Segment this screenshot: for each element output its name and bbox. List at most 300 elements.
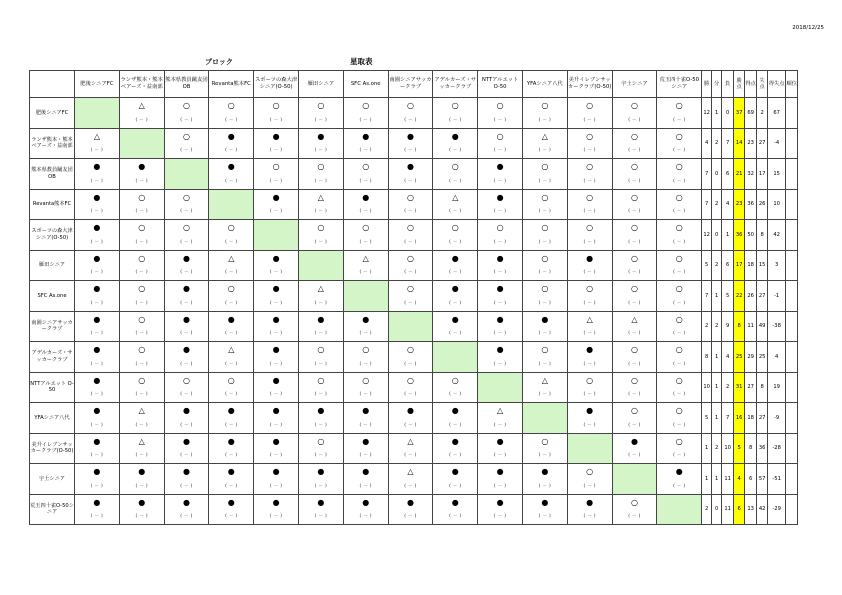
- result-symbol: ●: [586, 345, 594, 354]
- score-line: ( － ): [135, 331, 148, 336]
- page-title: 星取表: [350, 57, 373, 66]
- result-symbol: △: [362, 253, 369, 263]
- match-result-cell: [522, 494, 567, 525]
- stat-cell: 1: [722, 220, 734, 251]
- result-symbol: ○: [227, 284, 235, 293]
- score-line: ( － ): [628, 209, 641, 214]
- table-row: [30, 159, 798, 190]
- match-result-cell: [522, 311, 567, 342]
- stat-cell: 2: [712, 250, 722, 281]
- self-match-cell: [119, 128, 164, 159]
- match-result-cell: [164, 128, 209, 159]
- score-line: ( － ): [449, 270, 462, 275]
- score-line: ( － ): [673, 148, 686, 153]
- score-line: ( － ): [359, 361, 372, 367]
- match-result-cell: [209, 311, 254, 342]
- column-header: アデルカーズ・サッカークラブ: [433, 71, 478, 98]
- stat-cell: 12: [702, 98, 712, 129]
- score-line: ( － ): [180, 331, 193, 336]
- column-header: 熊本県教員蹴友団OB: [164, 71, 209, 98]
- score-line: ( － ): [628, 178, 641, 184]
- match-result-cell: [254, 98, 299, 129]
- match-result-cell: [433, 464, 478, 495]
- score-line: ( － ): [628, 514, 641, 519]
- team-name: 南園シニアサッカークラブ: [30, 311, 75, 342]
- score-line: ( － ): [135, 422, 148, 428]
- match-result-cell: [478, 98, 523, 129]
- score-line: ( － ): [269, 270, 283, 275]
- score-line: ( － ): [90, 453, 104, 458]
- result-symbol: ●: [272, 345, 280, 354]
- match-result-cell: [612, 311, 657, 342]
- result-symbol: ○: [317, 436, 325, 446]
- result-symbol: ●: [630, 436, 638, 446]
- match-result-cell: [657, 128, 702, 159]
- match-result-cell: [567, 128, 612, 159]
- score-line: ( － ): [538, 483, 552, 489]
- match-result-cell: [164, 464, 209, 495]
- result-symbol: ○: [586, 131, 594, 141]
- result-symbol: △: [317, 192, 324, 202]
- match-result-cell: [388, 464, 433, 495]
- result-symbol: ○: [406, 284, 414, 293]
- score-line: ( － ): [90, 422, 104, 428]
- table-row: [30, 250, 798, 281]
- score-line: ( － ): [673, 422, 686, 428]
- match-result-cell: [567, 159, 612, 190]
- score-line: ( － ): [90, 300, 104, 306]
- result-symbol: ●: [93, 223, 101, 232]
- stat-header: 勝点: [734, 71, 745, 98]
- score-line: ( － ): [269, 209, 283, 214]
- match-result-cell: [119, 220, 164, 251]
- result-symbol: ●: [93, 436, 101, 446]
- match-result-cell: [119, 250, 164, 281]
- result-symbol: △: [452, 192, 459, 202]
- match-result-cell: [478, 342, 523, 373]
- score-line: ( － ): [404, 117, 417, 123]
- column-header: Revanta熊本FC: [209, 71, 254, 98]
- stat-cell: 2: [712, 189, 722, 220]
- score-line: ( － ): [180, 300, 193, 306]
- stat-cell: 0: [712, 159, 722, 190]
- result-symbol: ○: [183, 192, 190, 202]
- score-line: ( － ): [449, 483, 462, 489]
- match-result-cell: [478, 403, 523, 434]
- column-header: YFAシニア八代: [522, 71, 567, 98]
- result-symbol: ●: [496, 345, 504, 354]
- self-match-cell: [433, 342, 478, 373]
- stat-cell: [786, 281, 798, 312]
- score-line: ( － ): [225, 483, 238, 489]
- result-symbol: ●: [138, 497, 146, 507]
- result-symbol: ●: [451, 497, 459, 507]
- score-line: ( － ): [538, 514, 552, 519]
- stat-cell: 18: [745, 403, 757, 434]
- stat-cell: 4: [702, 128, 712, 159]
- score-line: ( － ): [404, 361, 417, 367]
- score-line: ( － ): [538, 270, 552, 275]
- match-result-cell: [298, 281, 343, 312]
- score-line: ( － ): [225, 178, 238, 184]
- stat-cell: 2: [722, 372, 734, 403]
- stat-cell: 11: [722, 464, 734, 495]
- result-symbol: ○: [541, 345, 549, 354]
- result-symbol: ○: [451, 101, 459, 110]
- result-symbol: ○: [138, 284, 146, 293]
- match-result-cell: [343, 311, 388, 342]
- match-result-cell: [522, 433, 567, 464]
- match-result-cell: [209, 372, 254, 403]
- result-symbol: ○: [138, 253, 146, 263]
- stat-cell: 6: [722, 159, 734, 190]
- result-symbol: ○: [496, 101, 504, 110]
- result-symbol: ●: [317, 497, 325, 507]
- score-line: ( － ): [404, 483, 417, 489]
- result-symbol: ●: [317, 131, 325, 141]
- score-line: ( － ): [269, 148, 283, 153]
- score-line: ( － ): [135, 117, 148, 123]
- match-result-cell: [657, 372, 702, 403]
- match-result-cell: [522, 220, 567, 251]
- score-line: ( － ): [404, 392, 417, 397]
- result-symbol: ○: [586, 467, 594, 476]
- score-line: ( － ): [673, 117, 686, 123]
- score-line: ( － ): [404, 422, 417, 428]
- result-symbol: ○: [227, 223, 235, 232]
- score-line: ( － ): [269, 361, 283, 367]
- match-result-cell: [209, 128, 254, 159]
- self-match-cell: [75, 98, 120, 129]
- points-cell: 14: [734, 128, 745, 159]
- table-row: [30, 98, 798, 129]
- score-line: ( － ): [269, 331, 283, 336]
- result-symbol: ○: [586, 192, 594, 202]
- match-result-cell: [298, 159, 343, 190]
- table-row: [30, 494, 798, 525]
- score-line: ( － ): [180, 209, 193, 214]
- points-cell: 6: [734, 494, 745, 525]
- match-result-cell: [433, 311, 478, 342]
- match-result-cell: [478, 311, 523, 342]
- result-symbol: ●: [272, 375, 280, 385]
- stat-cell: 36: [745, 189, 757, 220]
- result-symbol: ○: [406, 192, 414, 202]
- match-result-cell: [433, 403, 478, 434]
- score-line: ( － ): [225, 300, 238, 306]
- match-result-cell: [433, 220, 478, 251]
- match-result-cell: [433, 189, 478, 220]
- result-symbol: ○: [138, 223, 146, 232]
- result-symbol: ○: [317, 345, 325, 354]
- stat-cell: -29: [768, 494, 786, 525]
- match-result-cell: [612, 159, 657, 190]
- result-symbol: △: [541, 375, 548, 385]
- result-symbol: ○: [451, 375, 459, 385]
- result-symbol: ●: [272, 467, 280, 476]
- score-line: ( － ): [583, 148, 596, 153]
- table-row: [30, 372, 798, 403]
- match-result-cell: [254, 128, 299, 159]
- score-line: ( － ): [180, 361, 193, 367]
- result-symbol: ○: [675, 253, 683, 263]
- score-line: ( － ): [449, 422, 462, 428]
- score-line: ( － ): [359, 331, 372, 336]
- match-result-cell: [612, 98, 657, 129]
- result-symbol: ●: [138, 162, 146, 171]
- result-symbol: ●: [451, 436, 459, 446]
- team-name: スポーツの森大津シニア(O-50): [30, 220, 75, 251]
- self-match-cell: [522, 403, 567, 434]
- result-symbol: ○: [675, 284, 683, 293]
- result-symbol: ○: [541, 162, 549, 171]
- points-cell: 25: [734, 342, 745, 373]
- result-symbol: ●: [496, 284, 504, 293]
- score-line: ( － ): [628, 392, 641, 397]
- score-line: ( － ): [180, 148, 193, 153]
- match-result-cell: [612, 372, 657, 403]
- stat-cell: [786, 159, 798, 190]
- stat-cell: -1: [768, 281, 786, 312]
- stat-cell: 1: [712, 98, 722, 129]
- stat-cell: 23: [745, 128, 757, 159]
- match-result-cell: [254, 372, 299, 403]
- result-symbol: ●: [362, 314, 370, 324]
- score-line: ( － ): [314, 514, 328, 519]
- stat-header: 勝: [702, 71, 712, 98]
- match-result-cell: [343, 220, 388, 251]
- result-symbol: ●: [362, 467, 370, 476]
- score-line: ( － ): [404, 300, 417, 306]
- match-result-cell: [522, 128, 567, 159]
- match-result-cell: [343, 464, 388, 495]
- score-line: ( － ): [225, 117, 238, 123]
- match-result-cell: [164, 372, 209, 403]
- score-line: ( － ): [225, 270, 238, 275]
- result-symbol: ○: [675, 436, 683, 446]
- match-result-cell: [567, 189, 612, 220]
- score-line: ( － ): [583, 209, 596, 214]
- result-symbol: ●: [93, 345, 101, 354]
- result-symbol: ●: [586, 406, 594, 415]
- result-symbol: ●: [138, 467, 146, 476]
- match-result-cell: [657, 250, 702, 281]
- match-result-cell: [567, 464, 612, 495]
- result-symbol: ○: [541, 101, 549, 110]
- score-line: ( － ): [314, 117, 328, 123]
- result-symbol: ●: [272, 284, 280, 293]
- score-line: ( － ): [538, 209, 552, 214]
- result-symbol: ●: [227, 314, 235, 324]
- score-line: ( － ): [180, 514, 193, 519]
- result-symbol: ○: [362, 162, 370, 171]
- stat-cell: 15: [768, 159, 786, 190]
- match-result-cell: [298, 220, 343, 251]
- match-result-cell: [298, 433, 343, 464]
- result-symbol: ●: [272, 497, 280, 507]
- match-result-cell: [119, 189, 164, 220]
- stat-cell: 2: [712, 128, 722, 159]
- result-symbol: ○: [496, 131, 504, 141]
- result-symbol: ●: [272, 131, 280, 141]
- score-line: ( － ): [673, 392, 686, 397]
- stat-cell: 27: [757, 281, 768, 312]
- stat-cell: 57: [757, 464, 768, 495]
- score-line: ( － ): [269, 514, 283, 519]
- column-header: 南園シニアサッカークラブ: [388, 71, 433, 98]
- match-result-cell: [164, 281, 209, 312]
- score-line: ( － ): [180, 483, 193, 489]
- result-symbol: ○: [541, 253, 549, 263]
- result-symbol: ●: [675, 467, 683, 476]
- score-line: ( － ): [628, 331, 641, 336]
- score-line: ( － ): [314, 361, 328, 367]
- match-result-cell: [164, 250, 209, 281]
- stat-cell: 42: [757, 494, 768, 525]
- match-result-cell: [567, 281, 612, 312]
- score-line: ( － ): [314, 178, 328, 184]
- team-name: 荒玉四十雀O-50シニア: [30, 494, 75, 525]
- score-line: ( － ): [538, 392, 552, 397]
- stat-cell: 13: [745, 494, 757, 525]
- match-result-cell: [343, 128, 388, 159]
- print-date: 2018/12/25: [792, 25, 824, 31]
- match-result-cell: [254, 464, 299, 495]
- result-symbol: ○: [406, 375, 414, 385]
- score-line: ( － ): [404, 270, 417, 275]
- result-symbol: ●: [496, 192, 504, 202]
- result-symbol: ●: [227, 162, 235, 171]
- score-line: ( － ): [673, 361, 686, 367]
- score-line: ( － ): [90, 209, 104, 214]
- points-cell: 4: [734, 464, 745, 495]
- stat-cell: 5: [702, 403, 712, 434]
- match-result-cell: [388, 220, 433, 251]
- column-header: 雁田シニア: [298, 71, 343, 98]
- column-header: SFC As.one: [343, 71, 388, 98]
- stat-cell: [786, 128, 798, 159]
- score-line: ( － ): [449, 209, 462, 214]
- score-line: ( － ): [135, 239, 148, 245]
- score-line: ( － ): [493, 209, 507, 214]
- score-line: ( － ): [90, 514, 104, 519]
- match-result-cell: [388, 98, 433, 129]
- stat-header: 失点: [757, 71, 768, 98]
- result-symbol: ○: [138, 345, 146, 354]
- stat-cell: -28: [768, 433, 786, 464]
- score-line: ( － ): [538, 361, 552, 367]
- stat-cell: 7: [702, 281, 712, 312]
- score-line: ( － ): [404, 514, 417, 519]
- team-name: 美升イレブンサッカークラブ(O-50): [30, 433, 75, 464]
- score-line: ( － ): [673, 178, 686, 184]
- result-symbol: △: [407, 467, 414, 476]
- result-symbol: ●: [272, 436, 280, 446]
- score-line: ( － ): [90, 483, 104, 489]
- match-result-cell: [522, 372, 567, 403]
- score-line: ( － ): [583, 392, 596, 397]
- stat-cell: 1: [712, 464, 722, 495]
- match-result-cell: [119, 433, 164, 464]
- column-header: 荒玉四十雀O-50シニア: [657, 71, 702, 98]
- score-line: ( － ): [404, 453, 417, 458]
- match-result-cell: [343, 159, 388, 190]
- stat-cell: [786, 403, 798, 434]
- result-symbol: △: [228, 253, 235, 263]
- match-result-cell: [478, 159, 523, 190]
- score-line: ( － ): [538, 178, 552, 184]
- result-symbol: ○: [675, 131, 683, 141]
- match-result-cell: [75, 220, 120, 251]
- score-line: ( － ): [628, 148, 641, 153]
- stat-cell: 2: [702, 494, 712, 525]
- score-line: ( － ): [269, 117, 283, 123]
- result-symbol: ●: [227, 131, 235, 141]
- score-line: ( － ): [225, 514, 238, 519]
- self-match-cell: [657, 494, 702, 525]
- match-result-cell: [164, 403, 209, 434]
- team-name: 肥後シニアFC: [30, 98, 75, 129]
- column-header: スポーツの森大津シニア(O-50): [254, 71, 299, 98]
- score-line: ( － ): [673, 331, 686, 336]
- result-symbol: ○: [541, 223, 549, 232]
- score-line: ( － ): [269, 483, 283, 489]
- match-result-cell: [119, 403, 164, 434]
- match-result-cell: [164, 189, 209, 220]
- score-line: ( － ): [583, 178, 596, 184]
- match-result-cell: [612, 250, 657, 281]
- match-result-cell: [75, 281, 120, 312]
- match-result-cell: [657, 311, 702, 342]
- self-match-cell: [567, 433, 612, 464]
- result-symbol: ○: [317, 101, 325, 110]
- match-result-cell: [612, 433, 657, 464]
- match-result-cell: [388, 128, 433, 159]
- score-line: ( － ): [404, 239, 417, 245]
- match-result-cell: [388, 403, 433, 434]
- match-result-cell: [388, 250, 433, 281]
- result-symbol: ●: [541, 467, 549, 476]
- points-cell: 31: [734, 372, 745, 403]
- stat-cell: 0: [712, 220, 722, 251]
- match-result-cell: [209, 281, 254, 312]
- match-result-cell: [343, 494, 388, 525]
- result-symbol: ○: [630, 253, 638, 263]
- self-match-cell: [388, 311, 433, 342]
- stat-header: 分: [712, 71, 722, 98]
- stat-cell: 10: [722, 433, 734, 464]
- score-line: ( － ): [225, 239, 238, 245]
- match-result-cell: [75, 342, 120, 373]
- score-line: ( － ): [135, 300, 148, 306]
- stat-cell: [786, 464, 798, 495]
- match-result-cell: [209, 220, 254, 251]
- result-symbol: △: [228, 345, 235, 354]
- match-result-cell: [254, 281, 299, 312]
- team-name: Revanta熊本FC: [30, 189, 75, 220]
- match-result-cell: [657, 98, 702, 129]
- result-symbol: ○: [272, 101, 280, 110]
- result-symbol: ●: [451, 284, 459, 293]
- stat-cell: 25: [757, 342, 768, 373]
- table-row: [30, 311, 798, 342]
- score-line: ( － ): [359, 209, 372, 214]
- stat-cell: [786, 372, 798, 403]
- score-line: ( － ): [538, 331, 552, 336]
- match-result-cell: [254, 494, 299, 525]
- score-line: ( － ): [180, 270, 193, 275]
- match-result-cell: [209, 403, 254, 434]
